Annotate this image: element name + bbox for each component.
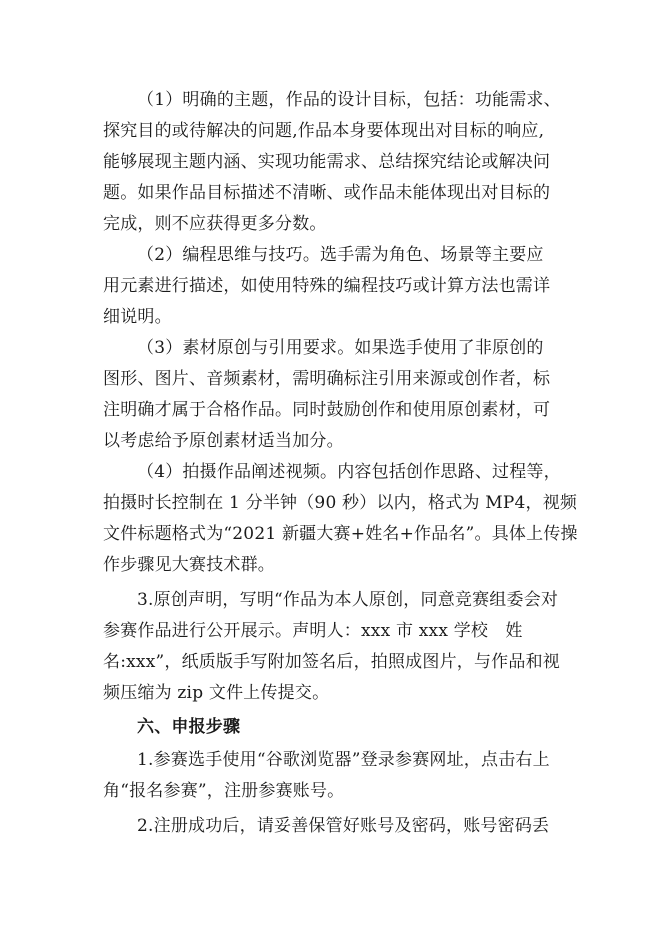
para-4-line-4: 作步骤见大赛技术群。 [103,555,275,575]
para-3-line-1: （3）素材原创与引用要求。如果选手使用了非原创的 [137,338,544,358]
section-heading: 六、申报步骤 [137,717,241,737]
para-4-line-3: 文件标题格式为“2021 新疆大赛+姓名+作品名”。具体上传操 [103,524,578,544]
para-4-line-2: 拍摄时长控制在 1 分半钟（90 秒）以内，格式为 MP4，视频 [103,493,578,513]
para-7-line-1: 2.注册成功后，请妥善保管好账号及密码，账号密码丢 [137,816,550,836]
para-6-line-2: 角“报名参赛”，注册参赛账号。 [103,781,345,801]
para-3-line-4: 以考虑给予原创素材适当加分。 [103,431,344,451]
para-1-line-5: 完成，则不应获得更多分数。 [103,214,327,234]
para-1-line-4: 题。如果作品目标描述不清晰、或作品未能体现出对目标的 [103,183,551,203]
para-5-line-1: 3.原创声明，写明“作品为本人原创，同意竞赛组委会对 [137,590,559,610]
para-4-line-1: （4）拍摄作品阐述视频。内容包括创作思路、过程等， [137,462,561,482]
para-2-line-1: （2）编程思维与技巧。选手需为角色、场景等主要应 [137,245,544,265]
para-3-line-2: 图形、图片、音频素材，需明确标注引用来源或创作者，标 [103,369,551,389]
para-3-line-3: 注明确才属于合格作品。同时鼓励创作和使用原创素材，可 [103,400,551,420]
para-5-line-3: 名:xxx”，纸质版手写附加签名后，拍照成图片，与作品和视 [103,652,560,672]
para-5-line-4: 频压缩为 zip 文件上传提交。 [103,683,330,703]
para-1-line-1: （1）明确的主题，作品的设计目标，包括：功能需求、 [137,90,561,110]
para-1-line-3: 能够展现主题内涵、实现功能需求、总结探究结论或解决问 [103,152,551,172]
para-2-line-2: 用元素进行描述，如使用特殊的编程技巧或计算方法也需详 [103,276,551,296]
para-1-line-2: 探究目的或待解决的问题,作品本身要体现出对目标的响应, [103,121,545,141]
para-5-line-2: 参赛作品进行公开展示。声明人：xxx 市 xxx 学校 姓 [103,621,523,641]
para-6-line-1: 1.参赛选手使用“谷歌浏览器”登录参赛网址，点击右上 [137,750,550,770]
para-2-line-3: 细说明。 [103,307,172,327]
